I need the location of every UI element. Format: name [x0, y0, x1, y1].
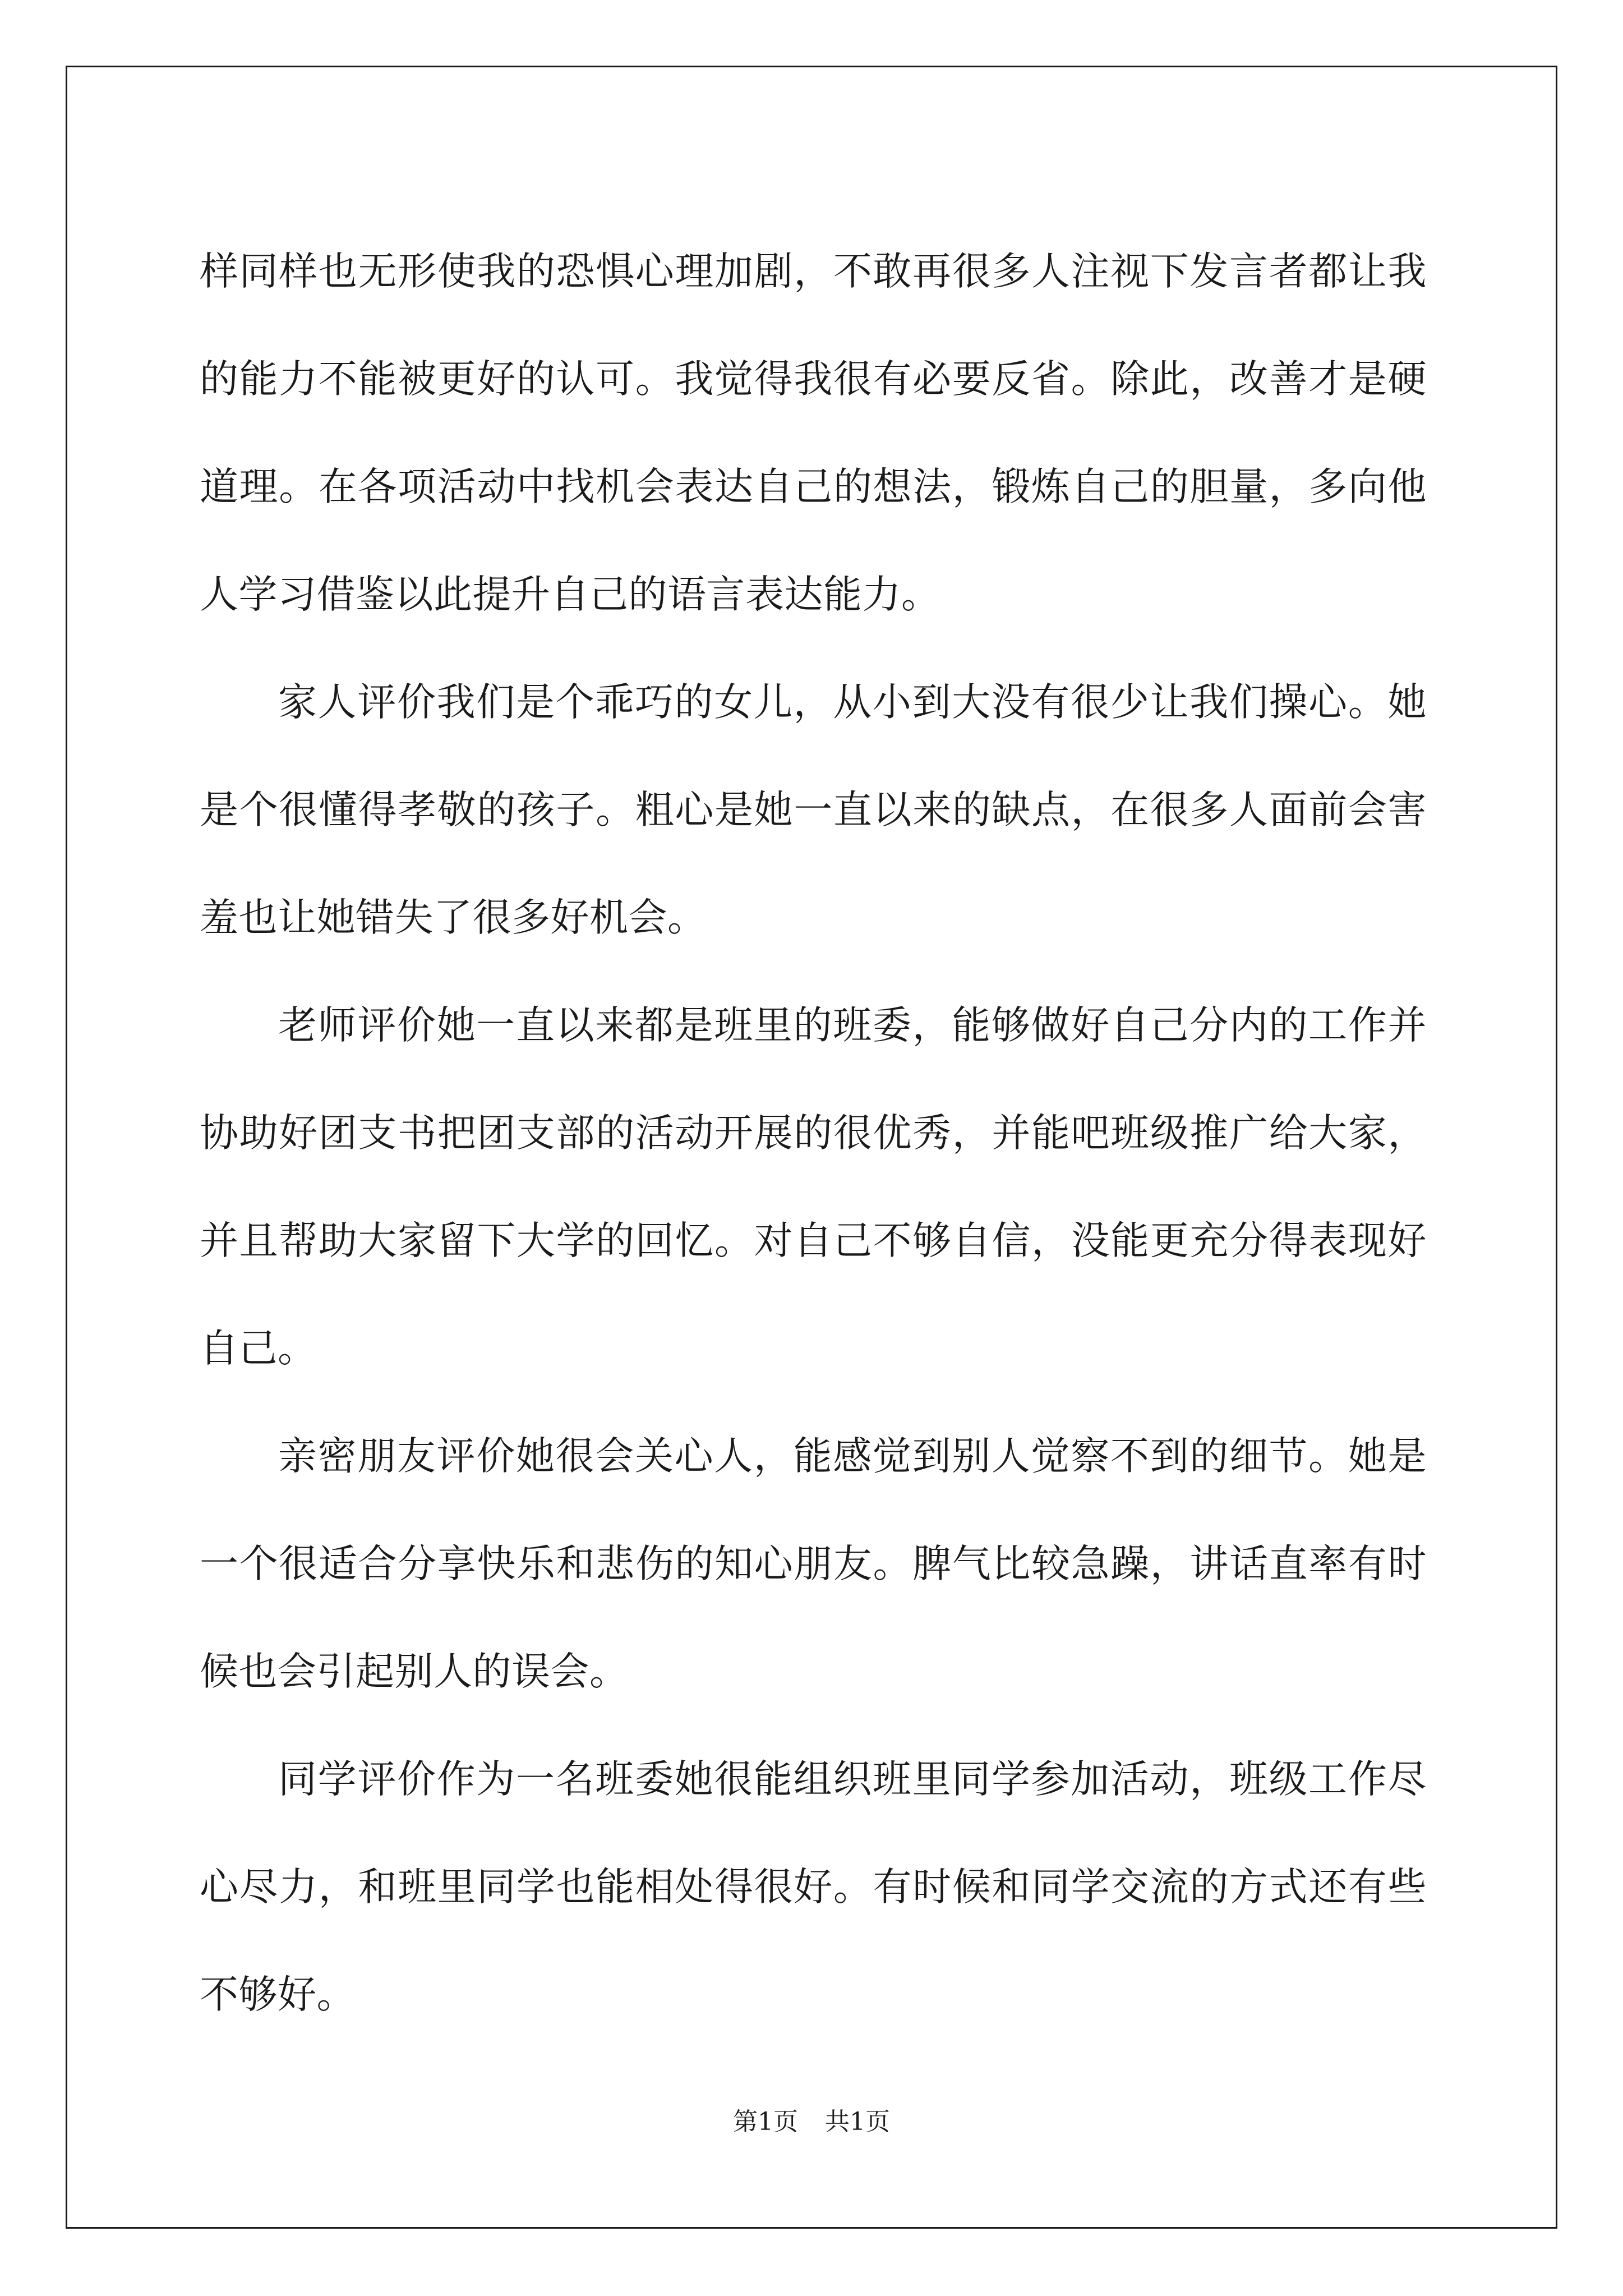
page-total: 共1页 — [825, 2108, 890, 2136]
page-number: 第1页 — [733, 2108, 798, 2136]
paragraph-2: 家人评价我们是个乖巧的女儿，从小到大没有很少让我们操心。她是个很懂得孝敬的孩子。粗心是她一直以来的缺点，在很多人面前会害羞也让她错失了很多好机会。 — [200, 680, 1427, 940]
paragraph-1: 样同样也无形使我的恐惧心理加剧，不敢再很多人注视下发言者都让我的能力不能被更好的认可。我觉得我很有必要反省。除此，改善才是硬道理。在各项活动中找机会表达自己的想法，锻炼自己的胆量，多向他人学习借鉴以此提升自己的语言表达能力。 — [200, 249, 1427, 617]
paragraph-3: 老师评价她一直以来都是班里的班委，能够做好自己分内的工作并协助好团支书把团支部的活动开展的很优秀，并能吧班级推广给大家，并且帮助大家留下大学的回忆。对自己不够自信，没能更充分得表现好自己。 — [200, 1003, 1427, 1371]
paragraph-4: 亲密朋友评价她很会关心人，能感觉到别人觉察不到的细节。她是一个很适合分享快乐和悲伤的知心朋友。脾气比较急躁，讲话直率有时候也会引起别人的误会。 — [200, 1434, 1427, 1694]
paragraph-5: 同学评价作为一名班委她很能组织班里同学参加活动，班级工作尽心尽力，和班里同学也能相处得很好。有时候和同学交流的方式还有些不够好。 — [200, 1757, 1427, 2017]
document-body — [200, 218, 1427, 2049]
page-footer — [0, 2101, 1623, 2137]
